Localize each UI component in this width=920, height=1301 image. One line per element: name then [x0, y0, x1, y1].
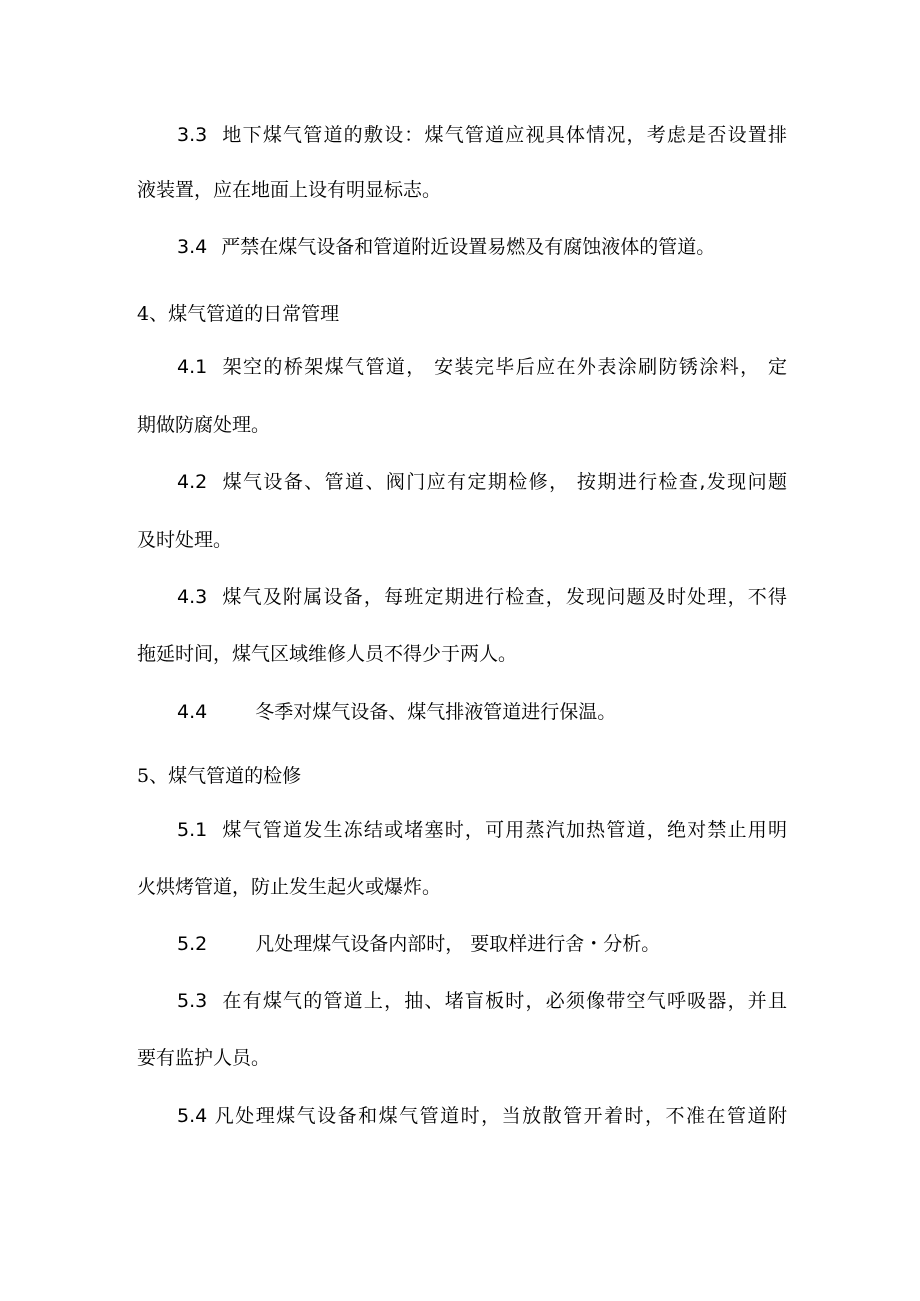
paragraph-4-3-line-1	[177, 585, 787, 609]
clause-number: 4.4	[177, 701, 208, 723]
paragraph-5-4-line-1	[177, 1104, 787, 1128]
paragraph-4-3-line-2: 拖延时间，煤气区域维修人员不得少于两人。	[137, 643, 518, 665]
paragraph-4-2-line-1	[177, 470, 787, 494]
clause-number: 4.1	[177, 356, 208, 378]
clause-text: 煤气设备、管道、阀门应有定期检修， 按期进行检查,发现问题	[221, 471, 787, 493]
section-heading-5: 5、煤气管道的检修	[137, 765, 302, 787]
paragraph-5-1-line-1	[177, 818, 787, 842]
clause-number: 4.3	[177, 586, 208, 608]
clause-number: 5.1	[177, 819, 208, 841]
clause-text: 凡处理煤气设备内部时， 要取样进行舍・分析。	[255, 933, 661, 955]
paragraph-4-1-line-1	[177, 355, 787, 379]
paragraph-3-3-line-2: 液装置，应在地面上设有明显标志。	[137, 179, 442, 201]
clause-text: 冬季对煤气设备、煤气排液管道进行保温。	[255, 701, 617, 723]
clause-number: 5.3	[177, 990, 208, 1012]
paragraph-3-3-line-1	[177, 123, 787, 147]
clause-number: 5.4	[177, 1105, 208, 1127]
clause-text: 地下煤气管道的敷设：煤气管道应视具体情况，考虑是否设置排	[221, 124, 787, 146]
paragraph-3-4	[177, 235, 787, 259]
clause-text: 架空的桥架煤气管道， 安装完毕后应在外表涂刷防锈涂料， 定	[221, 356, 787, 378]
section-heading-4: 4、煤气管道的日常管理	[137, 303, 340, 325]
clause-text: 严禁在煤气设备和管道附近设置易燃及有腐蚀液体的管道。	[221, 236, 716, 258]
paragraph-5-1-line-2: 火烘烤管道，防止发生起火或爆炸。	[137, 876, 442, 898]
clause-number: 3.4	[177, 236, 208, 258]
clause-number: 3.3	[177, 124, 208, 146]
clause-text: 煤气管道发生冻结或堵塞时，可用蒸汽加热管道，绝对禁止用明	[221, 819, 787, 841]
paragraph-4-4	[177, 700, 787, 724]
clause-text: 凡处理煤气设备和煤气管道时，当放散管开着时，不准在管道附	[213, 1105, 787, 1127]
paragraph-4-2-line-2: 及时处理。	[137, 529, 233, 551]
paragraph-5-2	[177, 932, 787, 956]
clause-number: 5.2	[177, 933, 208, 955]
clause-number: 4.2	[177, 471, 208, 493]
clause-text: 煤气及附属设备，每班定期进行检查，发现问题及时处理，不得	[221, 586, 787, 608]
paragraph-5-3-line-1	[177, 989, 787, 1013]
clause-text: 在有煤气的管道上，抽、堵盲板时，必须像带空气呼吸器，并且	[221, 990, 787, 1012]
paragraph-4-1-line-2: 期做防腐处理。	[137, 414, 271, 436]
paragraph-5-3-line-2: 要有监护人员。	[137, 1047, 271, 1069]
